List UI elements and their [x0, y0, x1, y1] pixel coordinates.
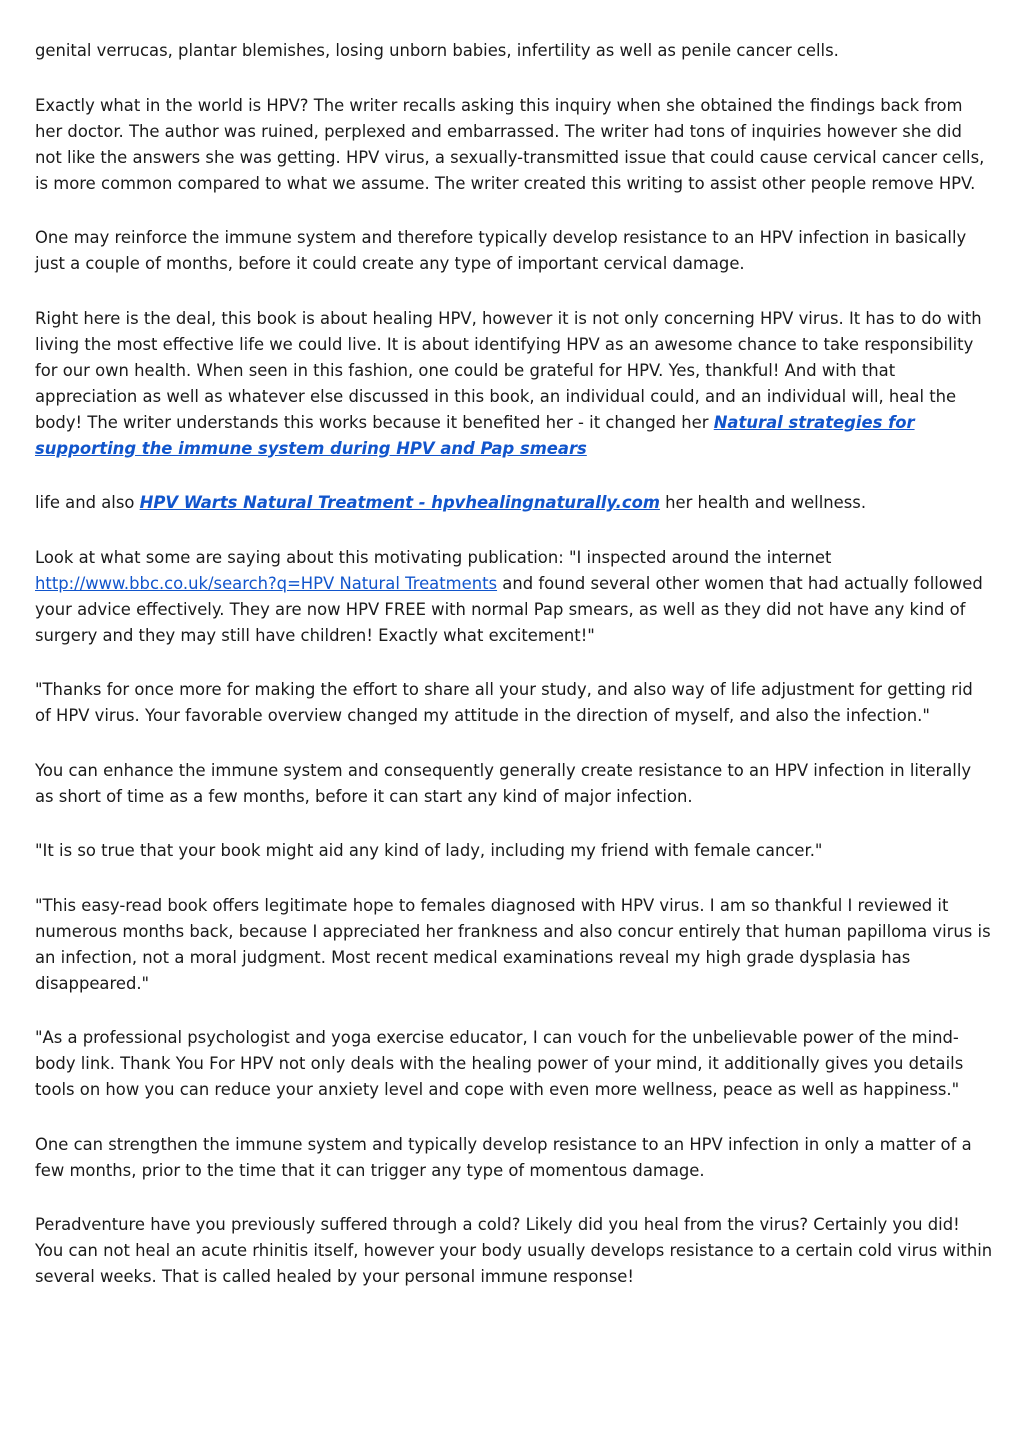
paragraph-4	[35, 306, 993, 462]
paragraph-10: "This easy-read book offers legitimate hope to females diagnosed with HPV virus. I am so thankful I reviewed it numerous months back, because I appreciated her frankness and also concur entirely that human papilloma virus is an infection, not a moral judgment. Most recent medical examinations reveal my high grade dysplasia has disappeared."	[35, 895, 991, 993]
paragraph-6-after: and found several other women that had actually followed your advice effectively. They are now HPV FREE with normal Pap smears, as well as they did not have any kind of surgery and they may still have children! Exactly what excitement!"	[35, 573, 983, 645]
paragraph-5-after: her health and wellness.	[659, 493, 867, 512]
paragraph-5-before: life and also	[35, 493, 140, 512]
document-body	[35, 38, 993, 1319]
paragraph-13: Peradventure have you previously suffered through a cold? Likely did you heal from the virus? Certainly you did! You can not heal an acute rhinitis itself, however your body usually develops resistance to a certain cold virus within several weeks. That is called healed by your personal immune response!	[35, 1215, 993, 1286]
hpv-warts-treatment-link[interactable]: HPV Warts Natural Treatment - hpvhealingnaturally.com	[139, 493, 660, 512]
paragraph-4-text: Right here is the deal, this book is about healing HPV, however it is not only concerning HPV virus. It has to do with living the most effective life we could live. It is about identifying HPV as an awesome chance to take responsibility for our own health. When seen in this fashion, one could be grateful for HPV. Yes, thankful! And with that appreciation as well as whatever else discussed in this book, an individual could, and an individual will, heal the body! The writer understands this works because it benefited her - it changed her	[35, 308, 982, 432]
paragraph-8: You can enhance the immune system and consequently generally create resistance to an HPV infection in literally as short of time as a few months, before it can start any kind of major infection.	[35, 760, 972, 806]
paragraph-11: "As a professional psychologist and yoga exercise educator, I can vouch for the unbelievable power of the mind-body link. Thank You For HPV not only deals with the healing power of your mind, it additionally gives you details tools on how you can reduce your anxiety level and cope with even more wellness, peace as well as happiness."	[35, 1028, 964, 1099]
paragraph-12: One can strengthen the immune system and typically develop resistance to an HPV infection in only a matter of a few months, prior to the time that it can trigger any type of momentous damage.	[35, 1134, 972, 1180]
paragraph-7: "Thanks for once more for making the effort to share all your study, and also way of life adjustment for getting rid of HPV virus. Your favorable overview changed my attitude in the direction of myself, and also the infection."	[35, 680, 973, 725]
paragraph-2: Exactly what in the world is HPV? The writer recalls asking this inquiry when she obtained the findings back from her doctor. The author was ruined, perplexed and embarrassed. The writer had tons of inquiries however she did not like the answers she was getting. HPV virus, a sexually-transmitted issue that could cause cervical cancer cells, is more common compared to what we assume. The writer created this writing to assist other people remove HPV.	[35, 95, 985, 193]
bbc-search-link[interactable]: http://www.bbc.co.uk/search?q=HPV Natural Treatments	[35, 573, 498, 593]
paragraph-5	[35, 490, 993, 516]
natural-strategies-link[interactable]: Natural strategies for supporting the immune system during HPV and Pap smears	[35, 412, 915, 458]
paragraph-6-before: Look at what some are saying about this motivating publication: "I inspected around the internet	[35, 547, 832, 567]
paragraph-9: "It is so true that your book might aid any kind of lady, including my friend with female cancer."	[35, 841, 823, 860]
paragraph-6	[35, 545, 993, 649]
paragraph-3: One may reinforce the immune system and therefore typically develop resistance to an HPV infection in basically just a couple of months, before it could create any type of important cervical damage.	[35, 228, 967, 273]
paragraph-1: genital verrucas, plantar blemishes, losing unborn babies, infertility as well as penile cancer cells.	[35, 41, 839, 60]
